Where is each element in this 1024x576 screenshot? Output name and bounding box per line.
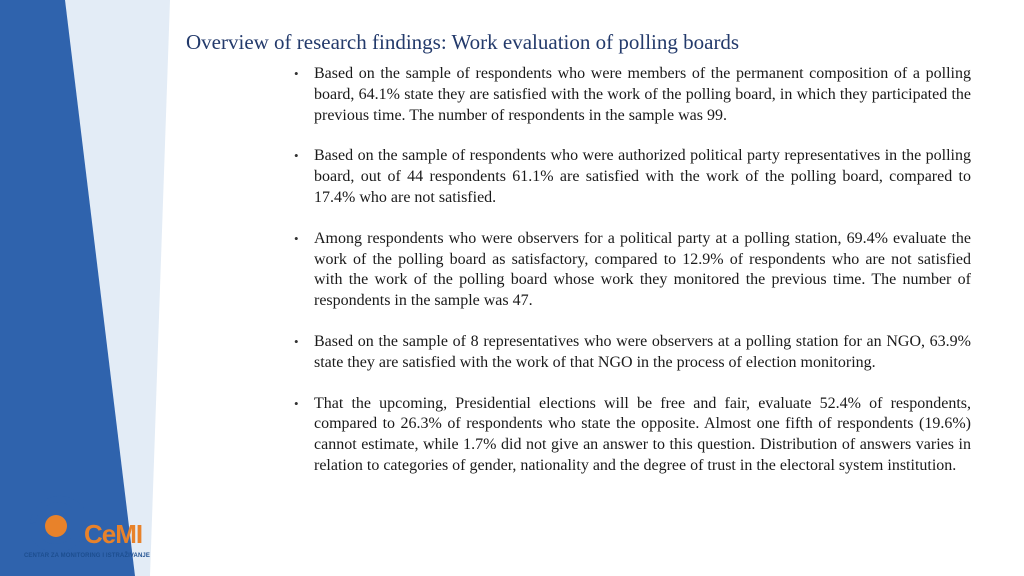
bullet-text: That the upcoming, Presidential elections will be free and fair, evaluate 52.4% of respondents, compared to 26.3% of respondents who state the opposite. Almost one fifth of respondents (19.6%) cannot estimate, while 1.7% did not give an answer to this question. Distribution of answers varies in relation to categories of gender, nationality and the degree of trust in the electoral system institution. (314, 394, 971, 474)
list-item (292, 64, 971, 126)
logo-tagline: CENTAR ZA MONITORING I ISTRAŽIVANJE (24, 553, 150, 559)
bullet-icon: • (294, 66, 299, 81)
list-item (292, 146, 971, 208)
bullet-icon: • (294, 395, 299, 411)
bullet-text: Based on the sample of 8 representatives who were observers at a polling station for an NGO, 63.9% state they are satisfied with the work of that NGO in the process of election monitoring. (314, 332, 971, 371)
list-item (292, 229, 971, 312)
bullet-text: Based on the sample of respondents who were members of the permanent composition of a polling board, 64.1% state they are satisfied with the work of the polling board, in which they participated the previous time. The number of respondents in the sample was 99. (314, 65, 971, 124)
list-item (292, 394, 971, 477)
logo-wordmark: CeMI (84, 519, 143, 549)
findings-list (292, 64, 971, 497)
bullet-text: Among respondents who were observers for a political party at a polling station, 69.4% evaluate the work of the polling board as satisfactory, compared to 12.9% of respondents who are not satisfied with the work of the polling board whose work they monitored the previous time. The number of respondents in the sample was 47. (314, 229, 971, 310)
list-item (292, 332, 971, 374)
page-title: Overview of research findings: Work evaluation of polling boards (186, 30, 740, 54)
bullet-icon: • (294, 148, 299, 164)
bullet-text: Based on the sample of respondents who were authorized political party representatives in the polling board, out of 44 respondents 61.1% are satisfied with the work of the polling board, compared to 17.4% who are not satisfied. (314, 147, 971, 206)
bullet-icon: • (294, 230, 299, 246)
bullet-icon: • (294, 333, 299, 349)
